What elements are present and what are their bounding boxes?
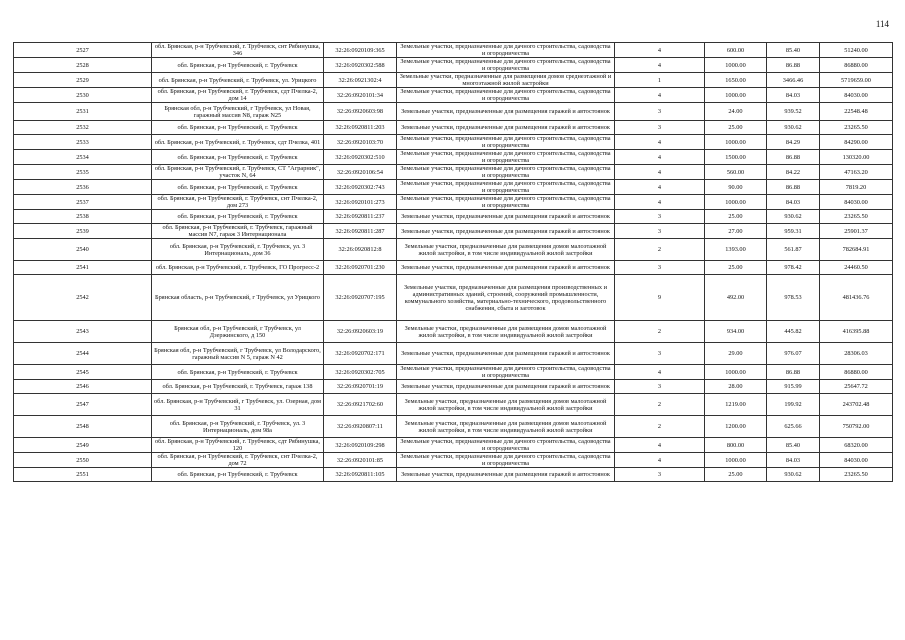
area-cell: 1000.00 bbox=[705, 365, 767, 380]
table-row bbox=[14, 180, 893, 195]
area-cell: 1000.00 bbox=[705, 135, 767, 150]
address-cell: Брянская область, р-н Трубчевский, г Трубчевск, ул Урицкого bbox=[152, 275, 324, 321]
row-number: 2545 bbox=[14, 365, 152, 380]
address-cell: обл. Брянская, р-н Трубчевский, г. Трубчевск, сдт Пчелка-2, дом 14 bbox=[152, 88, 324, 103]
area-cell: 934.00 bbox=[705, 321, 767, 343]
specific-value-cell: 930.62 bbox=[767, 468, 820, 482]
row-number: 2538 bbox=[14, 210, 152, 224]
group-cell: 4 bbox=[615, 165, 705, 180]
specific-value-cell: 930.62 bbox=[767, 210, 820, 224]
table-row bbox=[14, 343, 893, 365]
table-row bbox=[14, 103, 893, 121]
row-number: 2537 bbox=[14, 195, 152, 210]
specific-value-cell: 561.87 bbox=[767, 239, 820, 261]
land-use-cell: Земельные участки, предназначенные для размещения домов малоэтажной жилой застройки, в том числе индивидуальной жилой застройки bbox=[397, 416, 615, 438]
area-cell: 1650.00 bbox=[705, 73, 767, 88]
specific-value-cell: 445.82 bbox=[767, 321, 820, 343]
row-number: 2551 bbox=[14, 468, 152, 482]
table-body bbox=[14, 43, 893, 482]
cadastral-number-cell: 32:26:0920101:85 bbox=[324, 453, 397, 468]
address-cell: обл. Брянская, р-н Трубчевский, г. Трубчевск, гаражный массив N7, гараж 3 Интернационала bbox=[152, 224, 324, 239]
area-cell: 560.00 bbox=[705, 165, 767, 180]
specific-value-cell: 86.88 bbox=[767, 150, 820, 165]
row-number: 2550 bbox=[14, 453, 152, 468]
cadastral-number-cell: 32:26:0920702:171 bbox=[324, 343, 397, 365]
specific-value-cell: 84.22 bbox=[767, 165, 820, 180]
group-cell: 3 bbox=[615, 224, 705, 239]
cadastral-value-cell: 750792.00 bbox=[820, 416, 893, 438]
area-cell: 29.00 bbox=[705, 343, 767, 365]
area-cell: 25.00 bbox=[705, 261, 767, 275]
address-cell: обл. Брянская, р-н Трубчевский, г. Трубчевск, снт Рябинушка, 346 bbox=[152, 43, 324, 58]
group-cell: 9 bbox=[615, 275, 705, 321]
specific-value-cell: 86.88 bbox=[767, 180, 820, 195]
area-cell: 24.00 bbox=[705, 103, 767, 121]
land-use-cell: Земельные участки, предназначенные для размещения гаражей и автостоянок bbox=[397, 380, 615, 394]
area-cell: 90.00 bbox=[705, 180, 767, 195]
group-cell: 1 bbox=[615, 73, 705, 88]
group-cell: 3 bbox=[615, 210, 705, 224]
cadastral-number-cell: 32:26:0920811:203 bbox=[324, 121, 397, 135]
group-cell: 3 bbox=[615, 121, 705, 135]
row-number: 2528 bbox=[14, 58, 152, 73]
row-number: 2547 bbox=[14, 394, 152, 416]
cadastral-number-cell: 32:26:0920707:195 bbox=[324, 275, 397, 321]
group-cell: 4 bbox=[615, 88, 705, 103]
cadastral-value-cell: 84030.00 bbox=[820, 453, 893, 468]
address-cell: Брянская обл, р-н Трубчевский, г Трубчевск, ул Дзержинского, д 150 bbox=[152, 321, 324, 343]
cadastral-value-cell: 23265.50 bbox=[820, 210, 893, 224]
address-cell: обл. Брянская, р-н Трубчевский, г. Трубчевск, ул. 3 Интернациональ, дом 36 bbox=[152, 239, 324, 261]
group-cell: 4 bbox=[615, 58, 705, 73]
table-row bbox=[14, 43, 893, 58]
cadastral-number-cell: 32:26:0920101:34 bbox=[324, 88, 397, 103]
cadastral-value-cell: 243702.48 bbox=[820, 394, 893, 416]
address-cell: обл. Брянская, р-н Трубчевский, г. Трубчевск, снт Пчелка-2, дом 72 bbox=[152, 453, 324, 468]
row-number: 2541 bbox=[14, 261, 152, 275]
area-cell: 28.00 bbox=[705, 380, 767, 394]
cadastral-value-cell: 84030.00 bbox=[820, 88, 893, 103]
land-use-cell: Земельные участки, предназначенные для дачного строительства, садоводства и огородничества bbox=[397, 88, 615, 103]
area-cell: 27.00 bbox=[705, 224, 767, 239]
area-cell: 1393.00 bbox=[705, 239, 767, 261]
cadastral-value-cell: 7819.20 bbox=[820, 180, 893, 195]
cadastral-number-cell: 32:26:0920106:54 bbox=[324, 165, 397, 180]
address-cell: обл. Брянская, р-н Трубчевский, г. Трубчевск, СТ "Аграрник", участок N, 64 bbox=[152, 165, 324, 180]
area-cell: 600.00 bbox=[705, 43, 767, 58]
specific-value-cell: 976.07 bbox=[767, 343, 820, 365]
specific-value-cell: 930.62 bbox=[767, 121, 820, 135]
land-use-cell: Земельные участки, предназначенные для размещения производственных и административных зданий, строений, сооружений промышленности, коммунального хозяйства, материально-технического, продовольственного снабжения, сбыта и заготовок bbox=[397, 275, 615, 321]
address-cell: обл. Брянская, р-н Трубчевский, г. Трубчевск, гараж 138 bbox=[152, 380, 324, 394]
area-cell: 1000.00 bbox=[705, 58, 767, 73]
group-cell: 4 bbox=[615, 180, 705, 195]
row-number: 2535 bbox=[14, 165, 152, 180]
specific-value-cell: 86.88 bbox=[767, 58, 820, 73]
address-cell: Брянская обл, р-н Трубчевский, г Трубчевск, ул Новая, гаражный массив N8, гараж N25 bbox=[152, 103, 324, 121]
page-number: 114 bbox=[875, 19, 889, 29]
cadastral-value-cell: 24460.50 bbox=[820, 261, 893, 275]
cadastral-number-cell: 32:26:0921302:4 bbox=[324, 73, 397, 88]
group-cell: 2 bbox=[615, 321, 705, 343]
area-cell: 25.00 bbox=[705, 210, 767, 224]
address-cell: обл. Брянская, р-н Трубчевский, г. Трубчевск bbox=[152, 468, 324, 482]
specific-value-cell: 959.31 bbox=[767, 224, 820, 239]
cadastral-number-cell: 32:26:0920103:70 bbox=[324, 135, 397, 150]
address-cell: обл. Брянская, р-н Трубчевский, г. Трубчевск bbox=[152, 121, 324, 135]
address-cell: обл. Брянская, р-н Трубчевский, г. Трубчевск, ГО Прогресс-2 bbox=[152, 261, 324, 275]
land-use-cell: Земельные участки, предназначенные для дачного строительства, садоводства и огородничества bbox=[397, 165, 615, 180]
row-number: 2533 bbox=[14, 135, 152, 150]
table-row bbox=[14, 88, 893, 103]
row-number: 2527 bbox=[14, 43, 152, 58]
specific-value-cell: 84.03 bbox=[767, 88, 820, 103]
group-cell: 2 bbox=[615, 416, 705, 438]
cadastral-value-cell: 25647.72 bbox=[820, 380, 893, 394]
cadastral-value-cell: 84030.00 bbox=[820, 195, 893, 210]
land-use-cell: Земельные участки, предназначенные для дачного строительства, садоводства и огородничества bbox=[397, 365, 615, 380]
address-cell: обл. Брянская, р-н Трубчевский, г. Трубчевск bbox=[152, 365, 324, 380]
specific-value-cell: 978.53 bbox=[767, 275, 820, 321]
land-use-cell: Земельные участки, предназначенные для размещения гаражей и автостоянок bbox=[397, 121, 615, 135]
table-row bbox=[14, 210, 893, 224]
table-row bbox=[14, 275, 893, 321]
cadastral-number-cell: 32:26:0920109:298 bbox=[324, 438, 397, 453]
table-row bbox=[14, 453, 893, 468]
area-cell: 1200.00 bbox=[705, 416, 767, 438]
group-cell: 3 bbox=[615, 261, 705, 275]
address-cell: обл. Брянская, р-н Трубчевский, г. Трубчевск bbox=[152, 58, 324, 73]
group-cell: 4 bbox=[615, 438, 705, 453]
table-row bbox=[14, 321, 893, 343]
address-cell: обл. Брянская, р-н Трубчевский, г. Трубчевск, сдт Рябинушка, 120 bbox=[152, 438, 324, 453]
land-use-cell: Земельные участки, предназначенные для дачного строительства, садоводства и огородничества bbox=[397, 135, 615, 150]
cadastral-number-cell: 32:26:0920302:705 bbox=[324, 365, 397, 380]
row-number: 2539 bbox=[14, 224, 152, 239]
cadastral-value-cell: 84290.00 bbox=[820, 135, 893, 150]
cadastral-number-cell: 32:26:0920811:237 bbox=[324, 210, 397, 224]
specific-value-cell: 3466.46 bbox=[767, 73, 820, 88]
row-number: 2544 bbox=[14, 343, 152, 365]
cadastral-value-cell: 130320.00 bbox=[820, 150, 893, 165]
table-row bbox=[14, 261, 893, 275]
address-cell: обл. Брянская, р-н Трубчевский, г. Трубчевск bbox=[152, 180, 324, 195]
row-number: 2546 bbox=[14, 380, 152, 394]
address-cell: обл. Брянская, р-н Трубчевский, г. Трубчевск, снт Пчелка-2, дом 273 bbox=[152, 195, 324, 210]
cadastral-value-cell: 782684.91 bbox=[820, 239, 893, 261]
land-use-cell: Земельные участки, предназначенные для размещения гаражей и автостоянок bbox=[397, 468, 615, 482]
cadastral-value-cell: 23265.50 bbox=[820, 121, 893, 135]
area-cell: 1500.00 bbox=[705, 150, 767, 165]
area-cell: 1000.00 bbox=[705, 195, 767, 210]
area-cell: 800.00 bbox=[705, 438, 767, 453]
row-number: 2529 bbox=[14, 73, 152, 88]
table-row bbox=[14, 58, 893, 73]
group-cell: 4 bbox=[615, 365, 705, 380]
group-cell: 3 bbox=[615, 468, 705, 482]
land-use-cell: Земельные участки, предназначенные для дачного строительства, садоводства и огородничества bbox=[397, 180, 615, 195]
specific-value-cell: 625.66 bbox=[767, 416, 820, 438]
specific-value-cell: 915.99 bbox=[767, 380, 820, 394]
table-row bbox=[14, 380, 893, 394]
cadastral-number-cell: 32:26:0920302:743 bbox=[324, 180, 397, 195]
specific-value-cell: 85.40 bbox=[767, 43, 820, 58]
land-use-cell: Земельные участки, предназначенные для размещения домов малоэтажной жилой застройки, в том числе индивидуальной жилой застройки bbox=[397, 239, 615, 261]
cadastral-number-cell: 32:26:0921702:60 bbox=[324, 394, 397, 416]
land-use-cell: Земельные участки, предназначенные для размещения гаражей и автостоянок bbox=[397, 103, 615, 121]
address-cell: обл. Брянская, р-н Трубчевский, г. Трубчевск, сдт Пчелка, 401 bbox=[152, 135, 324, 150]
area-cell: 25.00 bbox=[705, 468, 767, 482]
row-number: 2531 bbox=[14, 103, 152, 121]
cadastral-number-cell: 32:26:0920811:105 bbox=[324, 468, 397, 482]
group-cell: 2 bbox=[615, 239, 705, 261]
land-use-cell: Земельные участки, предназначенные для размещения домов среднеэтажной и многоэтажной жилой застройки bbox=[397, 73, 615, 88]
specific-value-cell: 84.03 bbox=[767, 195, 820, 210]
row-number: 2549 bbox=[14, 438, 152, 453]
cadastral-value-cell: 416395.88 bbox=[820, 321, 893, 343]
cadastral-value-cell: 86880.00 bbox=[820, 58, 893, 73]
land-use-cell: Земельные участки, предназначенные для дачного строительства, садоводства и огородничества bbox=[397, 150, 615, 165]
land-use-cell: Земельные участки, предназначенные для размещения гаражей и автостоянок bbox=[397, 224, 615, 239]
table-row bbox=[14, 165, 893, 180]
group-cell: 3 bbox=[615, 103, 705, 121]
specific-value-cell: 978.42 bbox=[767, 261, 820, 275]
area-cell: 1000.00 bbox=[705, 88, 767, 103]
table-row bbox=[14, 195, 893, 210]
land-use-cell: Земельные участки, предназначенные для дачного строительства, садоводства и огородничества bbox=[397, 438, 615, 453]
cadastral-number-cell: 32:26:0920109:365 bbox=[324, 43, 397, 58]
table-row bbox=[14, 135, 893, 150]
row-number: 2536 bbox=[14, 180, 152, 195]
group-cell: 3 bbox=[615, 343, 705, 365]
table-row bbox=[14, 73, 893, 88]
cadastral-number-cell: 32:26:0920603:98 bbox=[324, 103, 397, 121]
cadastral-number-cell: 32:26:0920603:19 bbox=[324, 321, 397, 343]
specific-value-cell: 939.52 bbox=[767, 103, 820, 121]
land-use-cell: Земельные участки, предназначенные для размещения домов малоэтажной жилой застройки, в том числе индивидуальной жилой застройки bbox=[397, 321, 615, 343]
group-cell: 4 bbox=[615, 43, 705, 58]
cadastral-value-cell: 68320.00 bbox=[820, 438, 893, 453]
address-cell: обл. Брянская, р-н Трубчевский, г. Трубчевск, ул. Урицкого bbox=[152, 73, 324, 88]
area-cell: 1219.00 bbox=[705, 394, 767, 416]
address-cell: Брянская обл, р-н Трубчевский, г Трубчевск, ул Володарского, гаражный массив N 5, гараж N 42 bbox=[152, 343, 324, 365]
table-row bbox=[14, 239, 893, 261]
table-row bbox=[14, 150, 893, 165]
cadastral-value-cell: 28306.03 bbox=[820, 343, 893, 365]
land-use-cell: Земельные участки, предназначенные для дачного строительства, садоводства и огородничества bbox=[397, 453, 615, 468]
cadastral-value-cell: 22548.48 bbox=[820, 103, 893, 121]
table-row bbox=[14, 365, 893, 380]
cadastral-number-cell: 32:26:0920101:273 bbox=[324, 195, 397, 210]
table-row bbox=[14, 121, 893, 135]
cadastral-number-cell: 32:26:0920302:510 bbox=[324, 150, 397, 165]
group-cell: 4 bbox=[615, 150, 705, 165]
cadastral-value-cell: 47163.20 bbox=[820, 165, 893, 180]
cadastral-value-cell: 25901.37 bbox=[820, 224, 893, 239]
row-number: 2548 bbox=[14, 416, 152, 438]
row-number: 2534 bbox=[14, 150, 152, 165]
table-row bbox=[14, 438, 893, 453]
cadastral-value-cell: 51240.00 bbox=[820, 43, 893, 58]
land-use-cell: Земельные участки, предназначенные для размещения гаражей и автостоянок bbox=[397, 261, 615, 275]
cadastral-value-cell: 23265.50 bbox=[820, 468, 893, 482]
address-cell: обл. Брянская, р-н Трубчевский, г. Трубчевск bbox=[152, 210, 324, 224]
table-row bbox=[14, 416, 893, 438]
table-row bbox=[14, 394, 893, 416]
area-cell: 492.00 bbox=[705, 275, 767, 321]
group-cell: 4 bbox=[615, 135, 705, 150]
row-number: 2543 bbox=[14, 321, 152, 343]
cadastral-number-cell: 32:26:0920701:230 bbox=[324, 261, 397, 275]
cadastral-valuation-table bbox=[13, 42, 893, 482]
table-row bbox=[14, 224, 893, 239]
table-row bbox=[14, 468, 893, 482]
land-use-cell: Земельные участки, предназначенные для дачного строительства, садоводства и огородничества bbox=[397, 43, 615, 58]
row-number: 2532 bbox=[14, 121, 152, 135]
cadastral-number-cell: 32:26:0920811:287 bbox=[324, 224, 397, 239]
cadastral-value-cell: 86880.00 bbox=[820, 365, 893, 380]
cadastral-number-cell: 32:26:0920701:19 bbox=[324, 380, 397, 394]
address-cell: обл. Брянская, р-н Трубчевский, г. Трубчевск, ул. 3 Интернациональ, дом 98а bbox=[152, 416, 324, 438]
group-cell: 4 bbox=[615, 453, 705, 468]
row-number: 2542 bbox=[14, 275, 152, 321]
area-cell: 1000.00 bbox=[705, 453, 767, 468]
cadastral-number-cell: 32:26:0920812:8 bbox=[324, 239, 397, 261]
group-cell: 3 bbox=[615, 380, 705, 394]
cadastral-value-cell: 481436.76 bbox=[820, 275, 893, 321]
specific-value-cell: 86.88 bbox=[767, 365, 820, 380]
land-use-cell: Земельные участки, предназначенные для размещения домов малоэтажной жилой застройки, в том числе индивидуальной жилой застройки bbox=[397, 394, 615, 416]
cadastral-number-cell: 32:26:0920807:11 bbox=[324, 416, 397, 438]
specific-value-cell: 84.29 bbox=[767, 135, 820, 150]
land-use-cell: Земельные участки, предназначенные для размещения гаражей и автостоянок bbox=[397, 210, 615, 224]
row-number: 2530 bbox=[14, 88, 152, 103]
land-use-cell: Земельные участки, предназначенные для размещения гаражей и автостоянок bbox=[397, 343, 615, 365]
address-cell: обл. Брянская, р-н Трубчевский, г Трубчевск, ул. Озерная, дом 31 bbox=[152, 394, 324, 416]
specific-value-cell: 199.92 bbox=[767, 394, 820, 416]
land-use-cell: Земельные участки, предназначенные для дачного строительства, садоводства и огородничества bbox=[397, 195, 615, 210]
group-cell: 4 bbox=[615, 195, 705, 210]
cadastral-value-cell: 5719659.00 bbox=[820, 73, 893, 88]
area-cell: 25.00 bbox=[705, 121, 767, 135]
cadastral-number-cell: 32:26:0920302:588 bbox=[324, 58, 397, 73]
specific-value-cell: 84.03 bbox=[767, 453, 820, 468]
row-number: 2540 bbox=[14, 239, 152, 261]
group-cell: 2 bbox=[615, 394, 705, 416]
address-cell: обл. Брянская, р-н Трубчевский, г. Трубчевск bbox=[152, 150, 324, 165]
land-use-cell: Земельные участки, предназначенные для дачного строительства, садоводства и огородничества bbox=[397, 58, 615, 73]
specific-value-cell: 85.40 bbox=[767, 438, 820, 453]
